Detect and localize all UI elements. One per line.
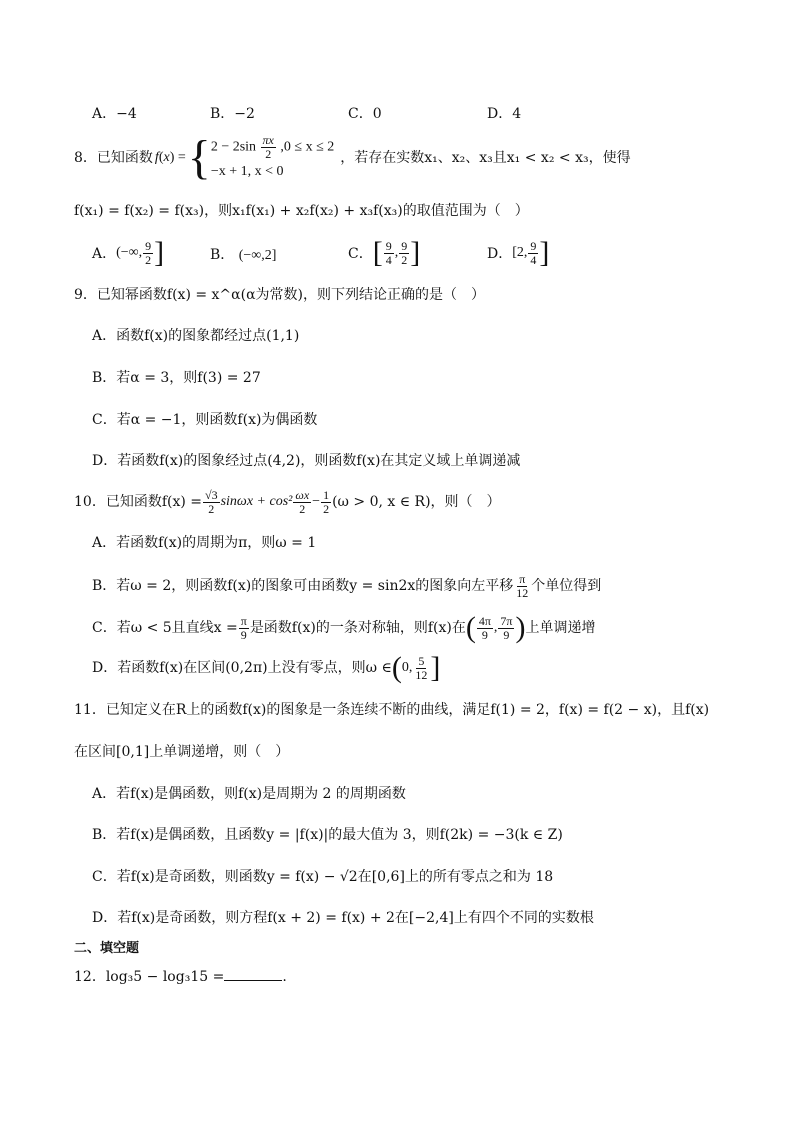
q10-stem-prefix: 10．已知函数f(x) = xyxy=(74,494,202,510)
q10-wx: ωx xyxy=(295,487,310,502)
q8-piecewise xyxy=(211,134,334,183)
q8-option-c-frac2 xyxy=(399,240,409,267)
q8-option-a-den: 2 xyxy=(145,252,152,267)
q10-stem xyxy=(74,484,501,520)
q10-sqrt3: √3 xyxy=(205,487,218,502)
q11-line1: 11．已知定义在R上的函数f(x)的图象是一条连续不断的曲线，满足f(1) = 2，f(x) = f(2 − x)，且f(x) xyxy=(74,702,710,718)
q10-two-a: 2 xyxy=(208,501,215,516)
q8-piece1-cond: ,0 ≤ x ≤ 2 xyxy=(280,139,335,155)
q8-option-a-label: A． xyxy=(92,246,117,262)
q8-piece1-frac-den: 2 xyxy=(265,146,272,161)
q8-option-d-label: D． xyxy=(487,246,513,262)
q10-option-c-suffix: 上单调递增 xyxy=(525,620,596,636)
q12-text: 12．log₃5 − log₃15 = xyxy=(74,969,225,985)
q12-answer-blank[interactable] xyxy=(224,966,282,981)
q8-option-c-num1: 9 xyxy=(385,238,392,253)
q8-option-a-num: 9 xyxy=(145,238,152,253)
q10-option-b-den: 12 xyxy=(516,585,529,600)
q10-option-c-d2: 9 xyxy=(503,627,510,642)
q10-option-d-frac xyxy=(413,655,429,682)
q10-option-b-suffix: 个单位得到 xyxy=(531,578,602,594)
q10-option-c-n1: 4π xyxy=(478,613,491,628)
q10-option-b-frac xyxy=(514,573,530,600)
q9-option-b: B．若α = 3，则f(3) = 27 xyxy=(92,370,261,386)
q8-option-c-den2: 2 xyxy=(401,252,408,267)
q10-option-c-frac2 xyxy=(498,615,514,642)
q9-option-d: D．若函数f(x)的图象经过点(4,2)，则函数f(x)在其定义域上单调递减 xyxy=(92,453,521,469)
q8-option-c-label: C． xyxy=(348,246,373,262)
q10-two-c: 2 xyxy=(323,501,330,516)
q8-stem-prefix: 已知函数 xyxy=(96,150,153,166)
q7-option-b: B．−2 xyxy=(210,106,255,122)
q10-stem-mid: sinωx + cos² xyxy=(220,494,293,509)
q10-option-c-num: π xyxy=(240,613,247,628)
q10-option-d: D．若函数f(x)在区间(0,2π)上没有零点，则ω ∈ ( 0, $\frac{5}{12}$ ] xyxy=(92,651,441,684)
q10-option-c-den: 9 xyxy=(240,627,247,642)
q8-stem-suffix: ，若存在实数x₁、x₂、x₃且x₁ < x₂ < x₃，使得 xyxy=(340,150,631,166)
q8-number: 8． xyxy=(74,150,97,166)
q10-frac-sqrt3 xyxy=(203,489,220,516)
q10-option-c-mid: 是函数f(x)的一条对称轴，则f(x)在 xyxy=(249,620,466,636)
q8-option-a: A． (−∞, $\frac{9}{2}$ ] xyxy=(92,236,165,269)
section-title-fill-in: 二、填空题 xyxy=(74,941,140,956)
q10-option-d-prefix: D．若函数f(x)在区间(0,2π)上没有零点，则ω ∈ xyxy=(92,660,392,676)
q7-option-a: A．−4 xyxy=(92,106,137,122)
q10-option-d-den: 12 xyxy=(415,667,428,682)
q9-option-c: C．若α = −1，则函数f(x)为偶函数 xyxy=(92,412,318,428)
q8-option-a-math: (−∞, xyxy=(116,245,143,260)
q10-two-b: 2 xyxy=(299,501,306,516)
q8-piece1: 2 − 2sin xyxy=(210,139,257,155)
q12 xyxy=(74,966,287,987)
q10-one: 1 xyxy=(323,487,330,502)
q10-option-b xyxy=(92,568,601,604)
q7-option-c: C．0 xyxy=(348,106,382,122)
q11-option-d: D．若f(x)是奇函数，则方程f(x + 2) = f(x) + 2在[−2,4]上有四个不同的实数根 xyxy=(92,910,594,926)
q10-minus: − xyxy=(312,494,321,509)
q8-option-c-num2: 9 xyxy=(401,238,408,253)
q10-frac-half xyxy=(321,489,331,516)
q10-option-c-d1: 9 xyxy=(481,627,488,642)
q8-option-c-den1: 4 xyxy=(385,252,392,267)
q9-option-a: A．函数f(x)的图象都经过点(1,1) xyxy=(92,328,300,344)
q9-stem: 9．已知幂函数f(x) = x^α(α为常数)，则下列结论正确的是（ ） xyxy=(74,287,485,303)
q8-option-d: D． [2, $\frac{9}{4}$ ] xyxy=(487,236,550,269)
q10-option-a: A．若函数f(x)的周期为π，则ω = 1 xyxy=(92,535,317,551)
q8-line2: f(x₁) = f(x₂) = f(x₃)，则x₁f(x₁) + x₂f(x₂) + x₃f(x₃)的取值范围为（ ） xyxy=(74,203,529,219)
q11-option-a: A．若f(x)是偶函数，则f(x)是周期为 2 的周期函数 xyxy=(92,786,406,802)
q11-option-b: B．若f(x)是偶函数，且函数y = |f(x)|的最大值为 3，则f(2k) = −3(k ∈ Z) xyxy=(92,827,563,843)
q10-option-b-prefix: B．若ω = 2，则函数f(x)的图象可由函数y = sin2x的图象向左平移 xyxy=(92,578,514,594)
q8-option-b xyxy=(210,244,276,264)
q8-option-b-math: (−∞,2] xyxy=(238,248,277,263)
q11-line2: 在区间[0,1]上单调递增，则（ ） xyxy=(74,744,290,760)
q8-piece1-frac xyxy=(261,134,276,161)
q8-option-d-den: 4 xyxy=(530,252,537,267)
q10-stem-suffix: (ω > 0, x ∈ R)，则（ ） xyxy=(332,494,501,510)
q8-option-b-label: B． xyxy=(210,247,235,263)
q10-option-b-num: π xyxy=(519,571,526,586)
q8-option-c: C． [ $\frac{9}{4}$ , $\frac{9}{2}$ ] xyxy=(348,236,421,269)
q8-option-c-frac1 xyxy=(384,240,394,267)
q10-option-c-n2: 7π xyxy=(500,613,513,628)
q8-option-d-frac xyxy=(528,240,538,267)
q8-brace: { xyxy=(187,131,211,184)
q10-option-c: C．若ω < 5且直线x = $\frac{\pi}{9}$ 是函数f(x)的一条对称轴，则f(x)在 ( $\frac{4\pi}{9}$ , $\frac{7\pi}{9}$ ) 上单调递增 xyxy=(92,611,596,644)
q10-frac-wx xyxy=(293,489,311,516)
q8-option-a-frac xyxy=(143,240,153,267)
q10-option-c-prefix: C．若ω < 5且直线x = xyxy=(92,620,238,636)
q8-stem: 8． 已知函数 f ( x ) = { 2 − 2sin $\frac{\pi x}{2}$ ,0 ≤ x ≤ 2 −x + 1, x < 0 ，若存在实数x₁、x₂、x₃且x₁ < x₂ < x₃，使得 xyxy=(74,131,631,184)
q11-option-c: C．若f(x)是奇函数，则函数y = f(x) − √2在[0,6]上的所有零点之和为 18 xyxy=(92,869,554,885)
q7-option-d: D．4 xyxy=(487,106,522,122)
q12-end: . xyxy=(282,969,287,985)
q8-piece1-frac-num: πx xyxy=(262,132,274,147)
q8-option-d-num: 9 xyxy=(530,238,537,253)
q10-option-c-frac1 xyxy=(477,615,493,642)
q10-option-d-num: 5 xyxy=(418,653,425,668)
q8-option-d-math: [2, xyxy=(512,245,528,260)
q10-option-c-frac xyxy=(239,615,249,642)
q8-piece2: −x + 1, x < 0 xyxy=(210,163,284,179)
